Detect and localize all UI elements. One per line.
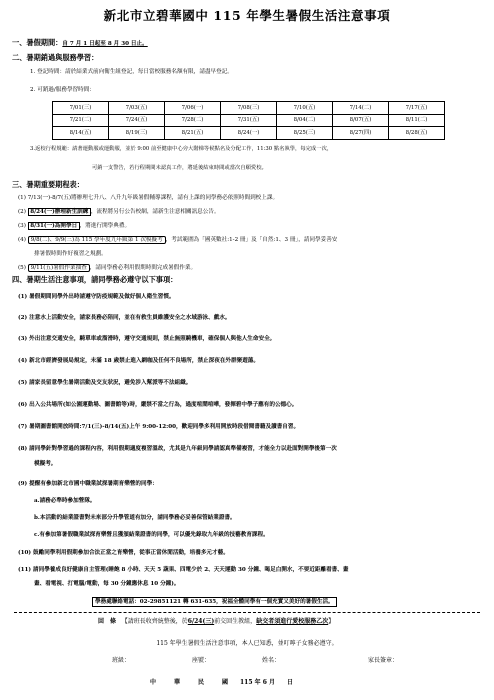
field-seat-label: 座號： xyxy=(192,657,211,664)
receipt-due-date: 6/24(三) xyxy=(187,618,215,625)
orientation-date: 8/24(一)辦理新生訓練 xyxy=(28,208,91,216)
schedule-item-3: (3) 8/31(一)為開學日 ，將進行開學典禮。 xyxy=(18,223,131,229)
rule-3: (3) 外出注意交通安全，騎單車或溜滑時，遵守交通規則，禁止無照騎機車，確保個人與他人生命安全。 xyxy=(18,336,276,342)
receipt-penalty: 缺交者須進行愛校服務乙次 xyxy=(256,618,329,625)
schedule-cell: 8/27(四) xyxy=(333,127,389,140)
schedule-row xyxy=(53,102,445,115)
section-3-heading: 三、暑期重要期程表： xyxy=(12,180,84,189)
section-2-item-3-cont: 可銷一支警告，若行程期間未認真工作，將延後結束時間或當次自願愛校。 xyxy=(92,165,267,171)
rule-9-a: a.請務必準時參加營隊。 xyxy=(34,498,96,504)
schedule-cell: 8/07(五) xyxy=(333,114,389,127)
schedule-cell: 8/11(二) xyxy=(389,114,445,127)
rule-7: (7) 暑期圖書館開放時間:7/1(三)-8/14(五)上午 9:00-12:00，歡迎同學多利用開放時段借閱書籍及讀書自習。 xyxy=(18,424,300,430)
receipt-instructions: 回 條 【請班長收齊統整後，於6/24(三)前交回生教組，缺交者須進行愛校服務乙次】 xyxy=(98,618,335,625)
schedule-item-5: (5) 9/11(五)暑假作業抽查 ，請同學務必利用假期時間完成暑假作業。 xyxy=(18,265,197,271)
rule-6: (6) 出入公共場所(如公園運動場、圖書館等)時，嚴禁不當之行為，過度喧鬧喧嘩，發揮碧中學子應有的公德心。 xyxy=(18,402,298,408)
rule-11: (11) 請同學養成良好健康自主管理(睡飽 8 小時、天天 5 蔬果、四電少於 2、天天運動 30 分鐘、喝足白開水，不要近距離看書、畫 xyxy=(18,567,349,573)
hotline-box: 學務處聯絡電話：02-29851121 轉 631-635，祝福全體同學有一個充實又美好的暑假生活。 xyxy=(92,597,337,607)
schedule-cell: 8/24(一) xyxy=(221,127,277,140)
schedule-cell: 8/28(五) xyxy=(389,127,445,140)
rule-9-b: b.本活動的結業證書對未來部分升學管道有加分，請同學務必妥善保管結業證書。 xyxy=(34,515,236,521)
cut-line xyxy=(14,612,480,613)
rule-5: (5) 請家長留意學生暑期活動及交友狀況，避免涉入幫派等不法組織。 xyxy=(18,380,192,386)
rule-9: (9) 提醒有參加新北市國中職業試探暑期育樂營的同學： xyxy=(18,481,158,487)
section-4-heading: 四、暑期生活注意事項，請同學務必遵守以下事項： xyxy=(12,275,178,284)
schedule-cell: 8/21(五) xyxy=(165,127,221,140)
schedule-item-4-cont: 排暑假時間作好複習之規劃。 xyxy=(34,251,107,257)
schedule-cell: 7/01(三) xyxy=(53,102,109,115)
schedule-cell: 8/19(三) xyxy=(109,127,165,140)
schedule-cell: 7/14(二) xyxy=(333,102,389,115)
mock-exam-dates: 9/8(二)、9/9(三)為 115 學年度九年級第 1 次模擬考 xyxy=(28,236,166,244)
section-1-vacation-period xyxy=(12,38,148,49)
schedule-cell: 8/04(二) xyxy=(277,114,333,127)
service-schedule-table xyxy=(52,101,445,140)
rule-9-c: c.有參加第暑假職業試探育樂營且獲頒結業證書的同學，可以優先錄取九年級的技藝教育課程。 xyxy=(34,532,269,538)
school-start-date: 8/31(一)為開學日 xyxy=(28,222,80,230)
section-2-heading: 二、暑期銷過與服務學習： xyxy=(12,53,99,62)
schedule-item-4: (4) 9/8(二)、9/9(三)為 115 學年度九年級第 1 次模擬考 ，考試範圍為「國英數社:1-2 冊」及「自然:1、3 冊」，請同學妥善安 xyxy=(18,237,338,243)
page-title: 新北市立碧華國中 115 年學生暑假生活注意事項 xyxy=(103,8,391,23)
schedule-cell: 7/03(五) xyxy=(109,102,165,115)
receipt-acknowledgement: 115 年學生暑假生活注意事項，本人已知悉，並叮嚀子女務必遵守。 xyxy=(156,640,338,647)
section-2-item-1: 1. 登記時間：請於結業式前向衛生組登記，每日當校服務名額有限，請盡早登記。 xyxy=(30,69,233,75)
schedule-row xyxy=(53,114,445,127)
rule-4: (4) 新北市經濟發展局規定，未滿 18 歲禁止進入網咖及任何不良場所，禁止深夜在外群聚遊蕩。 xyxy=(18,358,259,364)
schedule-item-1: (1) 7/13(一)-8/7(五)將辦理七升八、八升九年級暑假輔導課程，請有上課的同學務必依照時間到校上課。 xyxy=(18,195,279,201)
vacation-dates: 自 7 月 1 日起至 8 月 30 日止。 xyxy=(62,41,148,47)
schedule-item-2: (2) 8/24(一)辦理新生訓練 ，流程將另行公告校網，請新生注意相關訊息公告。 xyxy=(18,209,220,215)
homework-check-date: 9/11(五)暑假作業抽查 xyxy=(28,264,90,272)
rule-10: (10) 鼓勵同學利用假期參加合法正當之育樂營，從事正當休閒活動，培養多元才藝。 xyxy=(18,550,229,556)
receipt-label: 回 條 xyxy=(98,618,117,625)
field-class-label: 班級： xyxy=(112,657,131,664)
field-name-label: 姓名： xyxy=(262,657,281,664)
section-1-heading: 一、暑假期間： xyxy=(12,38,63,47)
rule-8-cont: 模擬考。 xyxy=(34,461,57,467)
rule-11-cont: 畫、看電視、打電腦/電動，每 30 分鐘應休息 10 分鐘)。 xyxy=(34,581,180,587)
schedule-cell: 7/28(二) xyxy=(165,114,221,127)
schedule-cell: 7/08(三) xyxy=(221,102,277,115)
schedule-cell: 7/24(五) xyxy=(109,114,165,127)
rule-8: (8) 請同學針對學習過的課程內容，利用假期適度複習溫故，尤其是九年級同學請認真準備複習，才能全力以赴面對開學後第一次 xyxy=(18,446,337,452)
section-2-item-3: 3.返校行程規範：請著運動服或運動服，並於 9:00 前至健康中心旁大階梯等候點名及分配工作，11:30 點名執學，每完成一次， xyxy=(30,146,333,152)
schedule-cell: 7/31(五) xyxy=(221,114,277,127)
section-2-item-2: 2. 可銷過/服務學習時間： xyxy=(30,87,95,93)
rule-2: (2) 注意水上活動安全，請家長務必陪同，並在有救生員維護安全之水域游泳、戲水。 xyxy=(18,315,231,321)
schedule-cell: 8/14(五) xyxy=(53,127,109,140)
schedule-row xyxy=(53,127,445,140)
schedule-cell: 7/21(二) xyxy=(53,114,109,127)
rule-1: (1) 暑假期間同學外出時請遵守防疫規範及做好個人衛生習慣。 xyxy=(18,294,175,300)
schedule-cell: 7/10(五) xyxy=(277,102,333,115)
schedule-cell: 8/25(三) xyxy=(277,127,333,140)
schedule-cell: 7/17(五) xyxy=(389,102,445,115)
schedule-cell: 7/06(一) xyxy=(165,102,221,115)
field-parent-signature-label: 家長簽章： xyxy=(368,657,399,664)
receipt-date-line: 中 華 民 國 115 年 6 月 日 xyxy=(150,679,293,686)
